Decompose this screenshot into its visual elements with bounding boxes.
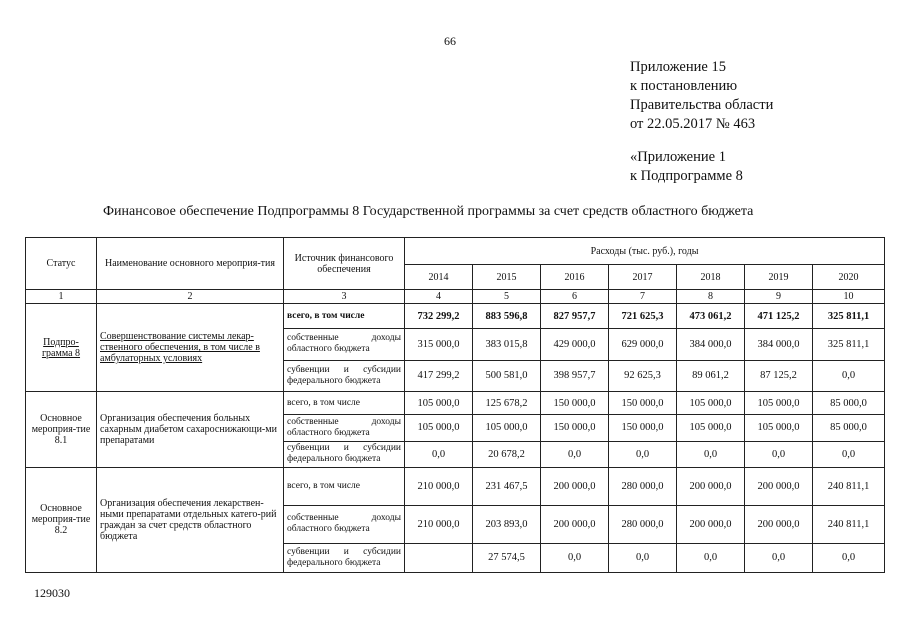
appendix-line: к постановлению [630,78,738,94]
value-cell: 0,0 [405,441,473,467]
value-cell: 200 000,0 [677,505,745,543]
value-cell: 200 000,0 [745,467,813,505]
source-cell: собственные доходы областного бюджета [284,415,405,441]
value-cell: 85 000,0 [813,392,885,415]
value-cell: 105 000,0 [405,415,473,441]
column-number: 4 [405,290,473,304]
value-cell: 0,0 [813,543,885,572]
value-cell: 471 125,2 [745,304,813,329]
value-cell: 398 957,7 [541,360,609,392]
inner-appendix-block [630,148,743,186]
value-cell: 105 000,0 [405,392,473,415]
value-cell [405,543,473,572]
column-number: 3 [284,290,405,304]
source-cell: всего, в том числе [284,467,405,505]
appendix-line: от 22.05.2017 № 463 [630,116,756,132]
value-cell: 0,0 [813,360,885,392]
value-cell: 200 000,0 [745,505,813,543]
header-year: 2015 [473,265,541,290]
value-cell: 280 000,0 [609,505,677,543]
value-cell: 200 000,0 [541,467,609,505]
column-number: 8 [677,290,745,304]
header-source: Источник финансового обеспечения [284,238,405,290]
document-title: Финансовое обеспечение Подпрограммы 8 Государственной программы за счет средств областного бюджета [103,204,754,219]
status-cell: Основное мероприя-тие 8.1 [26,392,97,468]
value-cell: 383 015,8 [473,329,541,361]
value-cell: 0,0 [813,441,885,467]
column-number: 1 [26,290,97,304]
appendix-line: Правительства области [630,97,774,113]
value-cell: 85 000,0 [813,415,885,441]
value-cell: 384 000,0 [677,329,745,361]
header-year: 2016 [541,265,609,290]
value-cell: 150 000,0 [541,415,609,441]
column-number: 5 [473,290,541,304]
source-cell: субвенции и субсидии федерального бюджета [284,441,405,467]
value-cell: 105 000,0 [745,392,813,415]
appendix-block [630,58,773,134]
source-cell: собственные доходы областного бюджета [284,329,405,361]
source-cell: собственные доходы областного бюджета [284,505,405,543]
value-cell: 89 061,2 [677,360,745,392]
status-cell: Подпро-грамма 8 [26,304,97,392]
footer-code: 129030 [34,586,70,600]
value-cell: 92 625,3 [609,360,677,392]
value-cell: 325 811,1 [813,329,885,361]
value-cell: 0,0 [609,543,677,572]
source-cell: всего, в том числе [284,304,405,329]
table-row [26,467,885,505]
header-status: Статус [26,238,97,290]
measure-name-cell: Организация обеспечения лекарствен-ными препаратами отдельных катего-рий граждан за счет средств областного бюджета [97,467,284,572]
value-cell: 0,0 [541,543,609,572]
column-number: 6 [541,290,609,304]
value-cell: 384 000,0 [745,329,813,361]
value-cell: 125 678,2 [473,392,541,415]
value-cell: 473 061,2 [677,304,745,329]
value-cell: 200 000,0 [541,505,609,543]
column-number: 7 [609,290,677,304]
value-cell: 105 000,0 [745,415,813,441]
appendix-line: Приложение 15 [630,59,726,75]
measure-name-cell: Совершенствование системы лекар-ственного обеспечения, в том числе в амбулаторных условиях [97,304,284,392]
table-row [26,304,885,329]
value-cell: 827 957,7 [541,304,609,329]
financing-table [25,237,885,573]
value-cell: 105 000,0 [677,415,745,441]
header-year: 2018 [677,265,745,290]
value-cell: 0,0 [745,543,813,572]
source-cell: субвенции и субсидии федерального бюджета [284,360,405,392]
column-number: 2 [97,290,284,304]
value-cell: 0,0 [677,543,745,572]
value-cell: 210 000,0 [405,467,473,505]
status-cell: Основное мероприя-тие 8.2 [26,467,97,572]
value-cell: 0,0 [609,441,677,467]
value-cell: 429 000,0 [541,329,609,361]
value-cell: 240 811,1 [813,467,885,505]
value-cell: 200 000,0 [677,467,745,505]
value-cell: 629 000,0 [609,329,677,361]
header-year: 2019 [745,265,813,290]
value-cell: 231 467,5 [473,467,541,505]
value-cell: 105 000,0 [677,392,745,415]
value-cell: 0,0 [677,441,745,467]
value-cell: 280 000,0 [609,467,677,505]
value-cell: 315 000,0 [405,329,473,361]
column-number: 10 [813,290,885,304]
value-cell: 417 299,2 [405,360,473,392]
value-cell: 105 000,0 [473,415,541,441]
inner-appendix-line: к Подпрограмме 8 [630,168,743,184]
value-cell: 500 581,0 [473,360,541,392]
value-cell: 87 125,2 [745,360,813,392]
value-cell: 0,0 [745,441,813,467]
value-cell: 240 811,1 [813,505,885,543]
value-cell: 210 000,0 [405,505,473,543]
page-number: 66 [444,34,456,48]
value-cell: 203 893,0 [473,505,541,543]
value-cell: 150 000,0 [609,415,677,441]
source-cell: субвенции и субсидии федерального бюджета [284,543,405,572]
value-cell: 325 811,1 [813,304,885,329]
header-year: 2014 [405,265,473,290]
column-number: 9 [745,290,813,304]
header-year: 2017 [609,265,677,290]
inner-appendix-line: «Приложение 1 [630,149,726,165]
value-cell: 732 299,2 [405,304,473,329]
header-year: 2020 [813,265,885,290]
header-name: Наименование основного мероприя-тия [97,238,284,290]
source-cell: всего, в том числе [284,392,405,415]
value-cell: 0,0 [541,441,609,467]
value-cell: 20 678,2 [473,441,541,467]
table-row [26,392,885,415]
value-cell: 27 574,5 [473,543,541,572]
measure-name-cell: Организация обеспечения больных сахарным диабетом сахароснижающи-ми препаратами [97,392,284,468]
value-cell: 150 000,0 [609,392,677,415]
header-expenses: Расходы (тыс. руб.), годы [405,238,885,265]
value-cell: 883 596,8 [473,304,541,329]
value-cell: 150 000,0 [541,392,609,415]
value-cell: 721 625,3 [609,304,677,329]
